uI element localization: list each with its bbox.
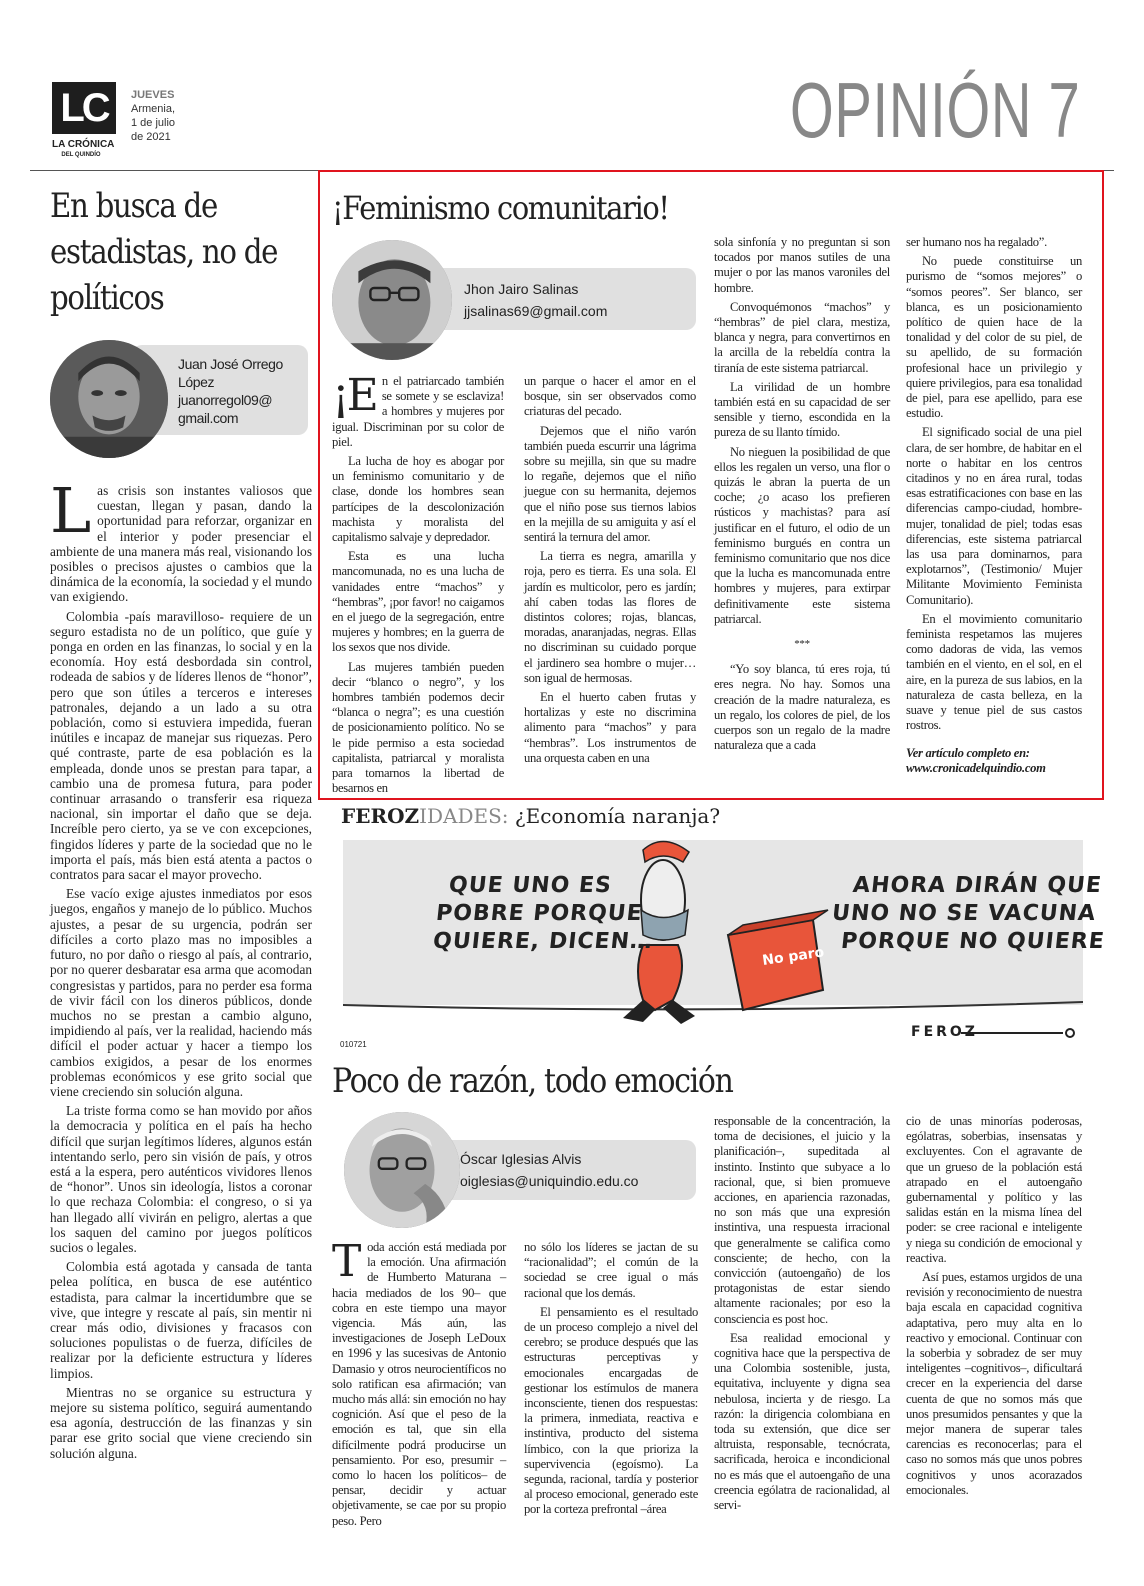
box-text: No paro [761, 944, 826, 969]
author-name: Óscar Iglesias Alvis [460, 1151, 582, 1167]
author-photo-2 [332, 240, 452, 360]
author-name-2: López [178, 374, 215, 390]
speech-right: AHORA DIRÁN QUE UNO NO SE VACUNA PORQUE NO QUIERE [830, 873, 1106, 954]
date-line2: de 2021 [131, 131, 171, 143]
author-email-2: gmail.com [178, 410, 239, 426]
article2-title: ¡Feminismo comunitario! [332, 189, 669, 227]
article1-title: En busca de estadistas, no de políticos [50, 186, 278, 318]
article1-body: Las crisis son instantes valiosos que cuestan, llegan y pasan, dando la oportunidad para reforzar, organizar en el interior y poder presenciar el ambiente de una manera más real, visionando los posibles o precisos ajustes o cambios que la dinámica de la economía, la sociedad y el mundo van exigiendo. Colombia -país maravilloso- requiere de un seguro estadista no de un político, que guíe y ponga en orden en las finanzas, lo social y en la economía. Hoy está desbordada sin control, rodeada de sabios y de líderes llenos de “honor”, pero que son útiles a terceros e intereses patronales, dejando a un lado a su otra población, como si estuviera impedida, fueran inútiles e incapaz de manejar sus riquezas. Pero qué contraste, parte de esa población es la empleada, donde unos se prestan para tapar, a cambio una de promesa futura, para poder continuar arrasando o transferir esa riqueza nacional, sin importar el daño que se deja. Increíble pero cierto, ya se ve con excepciones, fingidos líderes y parte de la sociedad que no le importa el país, más bien está atenta a pactos o contratos para sacar el mayor provecho. Ese vacío exige ajustes inmediatos por esos juegos, engaños y manejo de lo público. Muchos ajustes, a pesar de su urgencia, podrán ser difíciles a corto plazo mas no imposibles a futuro, no por daño o riesgo al país, al contrario, por no querer desbaratar esa arma que acomodan congresistas y partidos, para no perder esa forma de vivir fácil con los dineros públicos, donde muchos no se prestan a cambio alguno, impidiendo al país, ver la realidad, haciendo más difícil el poder actuar y hacer a tiempo los cambios exigidos, a pesar de los enormes problemas económicos y ese grito social que viene creciendo sin solución alguna. La triste forma como se han movido por años la democracia y política en el país ha hecho difícil que surjan legítimos líderes, algunos están intentando serlo, pero sin visión de país, y otros está a la espera, pero auténticos vividores llenos de “honor”. Unos sin ideología, listos a coronar lo que rechaza Colombia: el congreso, o si ya han llegado allí vivirán en peligro, alertas a que los saquen del camino por juegos políticos sucios o legales. Colombia está agotada y cansada de tanta pelea política, en busca de ese auténtico estadista, para calmar la incertidumbre que se vive, que integre y rescate al país, sin mentir ni crear más odio, divisiones y fracasos con soluciones populistas o de fuerza, difíciles de realizar por la deficiente estructura y líderes limpios. Mientras no se organice su estructura y mejore su sistema político, seguirá aumentando esa agonía, destrucción de las finanzas y sin parar ese grito social que viene creciendo sin solución alguna. [50, 474, 312, 1461]
author-email: oiglesias@uniquindio.edu.co [460, 1173, 639, 1189]
article3-col3: responsable de la concentración, la toma de decisiones, el juicio y la planificación–, supeditada al instinto. Instinto que subyace a lo racional, que, si bien promueve acciones, en apariencia razonadas, no son más que una expresión instintiva, una respuesta irracional que generalmente se califica como consciente; de hecho, con la convicción (autoengaño) de los protagonistas de estar siendo altamente racionales; por eso la consciencia es post hoc. Esa realidad emocional y cognitiva hace que la perspectiva de una Colombia sostenible, justa, equitativa, incluyente y digna sea nebulosa, incierta y de riesgo. La razón: la dirigencia colombiana en toda su extensión, que dice ser altruista, responsable, tecnócrata, sacrificada, heroica e incondicional no es más que el autoengaño de una creencia ególatra de racionalidad, al servi- [714, 1114, 890, 1513]
article2-col1: ¡E n el patriarcado también se somete y se esclaviza! a hombres y mujeres por igual. Discriminan por su color de piel. La lucha de hoy es abogar por un feminismo comunitario y de clase, donde los hombres sean partícipes de la descolonización machista y moralista del capitalismo salvaje y depredador. Esta es una lucha mancomunada, no es una lucha de vanidades entre “machos” y “hembras”, ¡por favor! no caigamos en el juego de la segregación, entre mujeres y hombres; en la guerra de los sexos que nos divide. Las mujeres también pueden decir “blanco o negro”, y los hombres también podemos decir “blanca o negra”; es una cuestión de posicionamiento político. No se le pide permiso a esta sociedad capitalista, patriarcal y moralista para tomarnos la libertad de besarnos en [332, 370, 504, 796]
author-name: Jhon Jairo Salinas [464, 281, 579, 297]
author-name: Juan José Orrego [178, 356, 283, 372]
author-email: jjsalinas69@gmail.com [464, 303, 608, 319]
section-title: OPINIÓN 7 [789, 66, 1080, 154]
cartoon-code: 010721 [340, 1040, 367, 1049]
article2-col2: un parque o hacer el amor en el bosque, sin ser observados como criaturas del pecado. Dejemos que el niño varón también pueda escurrir una lágrima sobre su mejilla, sin que su madre lo regañe, dejemos que el niño juegue con su hermanita, dejemos que el niño pose sus tiernos labios en la mejilla de su amiguita y así el sentirá la ternura del amor. La tierra es negra, amarilla y roja, pero es tierra. Es una sola. El jardín es multicolor, pero es jardín; ahí caben todas las flores de distintos colores; rojas, blancas, moradas, anaranjadas, negras. Ellas no discriminan su cuidado porque el jardinero sea hombre o mujer… son igual de hermosas. En el huerto caben frutas y hortalizas y este no discrimina alimento para “machos” y para “hembras”. Los instrumentos de una orquesta caben en una [524, 374, 696, 765]
article3-col1: Toda acción está mediada por la emoción. Una afirmación de Humberto Maturana –hacia mediados de los 90– que cobra en este tiempo una mayor vigencia. Más aún, las investigaciones de Joseph LeDoux en 1996 y las sucesivas de Antonio Damasio y otros neurocientíficos no solo ratifican esa afirmación; van mucho más allá: sin emoción no hay cognición. Así que el peso de la emoción es tal, que sin ella difícilmente podrá producirse un pensamiento. Por eso, presumir –como lo hacen los políticos– de pensar, decidir y actuar objetivamente, se cae por su propio peso. Pero [332, 1236, 506, 1528]
signature: FEROZ [911, 1024, 978, 1040]
see-more-label: Ver artículo completo en: [906, 745, 1030, 760]
city: Armenia, [131, 103, 176, 115]
see-more-link[interactable]: www.cronicadelquindio.com [906, 760, 1046, 775]
author-email: juanorregol09@ [178, 392, 273, 408]
cartoon-label: FEROZIDADES: ¿Economía naranja? [341, 804, 721, 828]
author-photo-3 [344, 1112, 460, 1228]
article3-col4: cio de unas minorías poderosas, ególatras, soberbias, insensatas y excluyentes. Con el agravante de que un grueso de la población está atrapado en el autoengaño gubernamental y político y las salidas están en la misma línea del poder: se cree racional e inteligente y niega su condición de emocional y reactiva. Así pues, estamos urgidos de una revisión y reconocimiento de nuestra baja escala en capacidad cognitiva adaptativa, pero muy alta en lo reactivo y emocional. Continuar con la soberbia y sobradez de ser muy inteligentes –cognitivos–, dificultará crecer en la experiencia del darse cuenta de que no somos más que unos presumidos pensantes y que la mejor manera de superar tales carencias es reconocerlas; para el caso no somos más que unos pobres cognitivos y unos acorazados emocionales. [906, 1114, 1082, 1497]
drop-cap: L [50, 474, 92, 547]
logo-name: LA CRÓNICA DEL QUINDÍO [52, 139, 115, 158]
speech-left: QUE UNO ES POBRE PORQUE QUIERE, DICEN… [431, 873, 655, 954]
separator-stars: *** [794, 638, 810, 651]
article2-col4: ser humano nos ha regalado”. No puede constituirse un purismo de “somos mejores” o “somos peores”. Ser blanco, ser blanca, es un posicionamiento político de quien hace de la tonalidad y del color de su piel, de su apellido, de su formación profesional hace un privilegio y quiere privilegios, para esa tonalidad de piel, para ese apellido, para ese estudio. El significado social de una piel clara, de ser hombre, de habitar en el norte o habitar en los centros citadinos y no en área rural, todas esas estratificaciones con base en las diferencias campo-ciudad, hombre-mujer, tonalidad de piel; todas esas diferencias, este sistema patriarcal las usa para dominarnos, para explotarnos”, (Testimonio/ Mujer Militante Movimiento Feminista Comunitario). En el movimiento comunitario feminista respetamos las mujeres como dadoras de vida, las vemos también en el viento, en el sol, en el aire, en la pureza de sus labios, en la naturaleza de casta belleza, en la suave y tenue piel de sus castos rostros. Ver artículo completo en: www.cronicadelquindio.com [906, 235, 1082, 775]
logo: LC [52, 82, 116, 134]
date-line1: 1 de julio [131, 117, 176, 129]
drop-cap: ¡E [332, 370, 376, 421]
article2-col3: sola sinfonía y no preguntan si son tocados por manos sutiles de una mujer o por las manos varoniles del hombre. Convoquémonos “machos” y “hembras” de piel clara, mestiza, blanca y negra, para convertirnos en la arcilla de la rebeldía contra la tiranía de este sistema patriarcal. La virilidad de un hombre también está en su capacidad de ser sensible y tierno, escondida en la pureza de su llanto tímido. No nieguen la posibilidad de que ellos les regalen un verso, una flor o quizás le abran la puerta de un coche; ¿o acaso los prefieren rústicos y machistas? para así justificar en el futuro, el odio de un feminismo burgués en contra un feminismo comunitario que nos dice que la lucha es mancomunada entre hombres y mujeres, para extirpar definitivamente este sistema patriarcal. *** “Yo soy blanca, tú eres roja, tú eres negra. No hay. Somos una creación de la madre naturaleza, es un regalo, los colores de piel, de los cuerpos son un regalo de la madre naturaleza que a cada [714, 235, 890, 753]
date-block [131, 88, 175, 144]
article3-title: Poco de razón, todo emoción [332, 1061, 733, 1101]
drop-cap: T [332, 1236, 362, 1287]
author-photo-1 [50, 340, 168, 458]
article3-col2: no sólo los líderes se jactan de su “racionalidad”; el común de la sociedad se cree igual o más racional que los demás. El pensamiento es el resultado de un proceso complejo a nivel del cerebro; se produce después que las estructuras perceptivas y emocionales encargadas de gestionar los estímulos de manera inconsciente, tienen dos respuestas: la primera, inmediata, reactiva e instintiva, producto del sistema límbico, con la que prioriza la supervivencia (egoísmo). La segunda, racional, tardía y posterior al proceso emocional, generado este por la corteza prefrontal –área [524, 1240, 698, 1517]
weekday: JUEVES [131, 89, 175, 101]
